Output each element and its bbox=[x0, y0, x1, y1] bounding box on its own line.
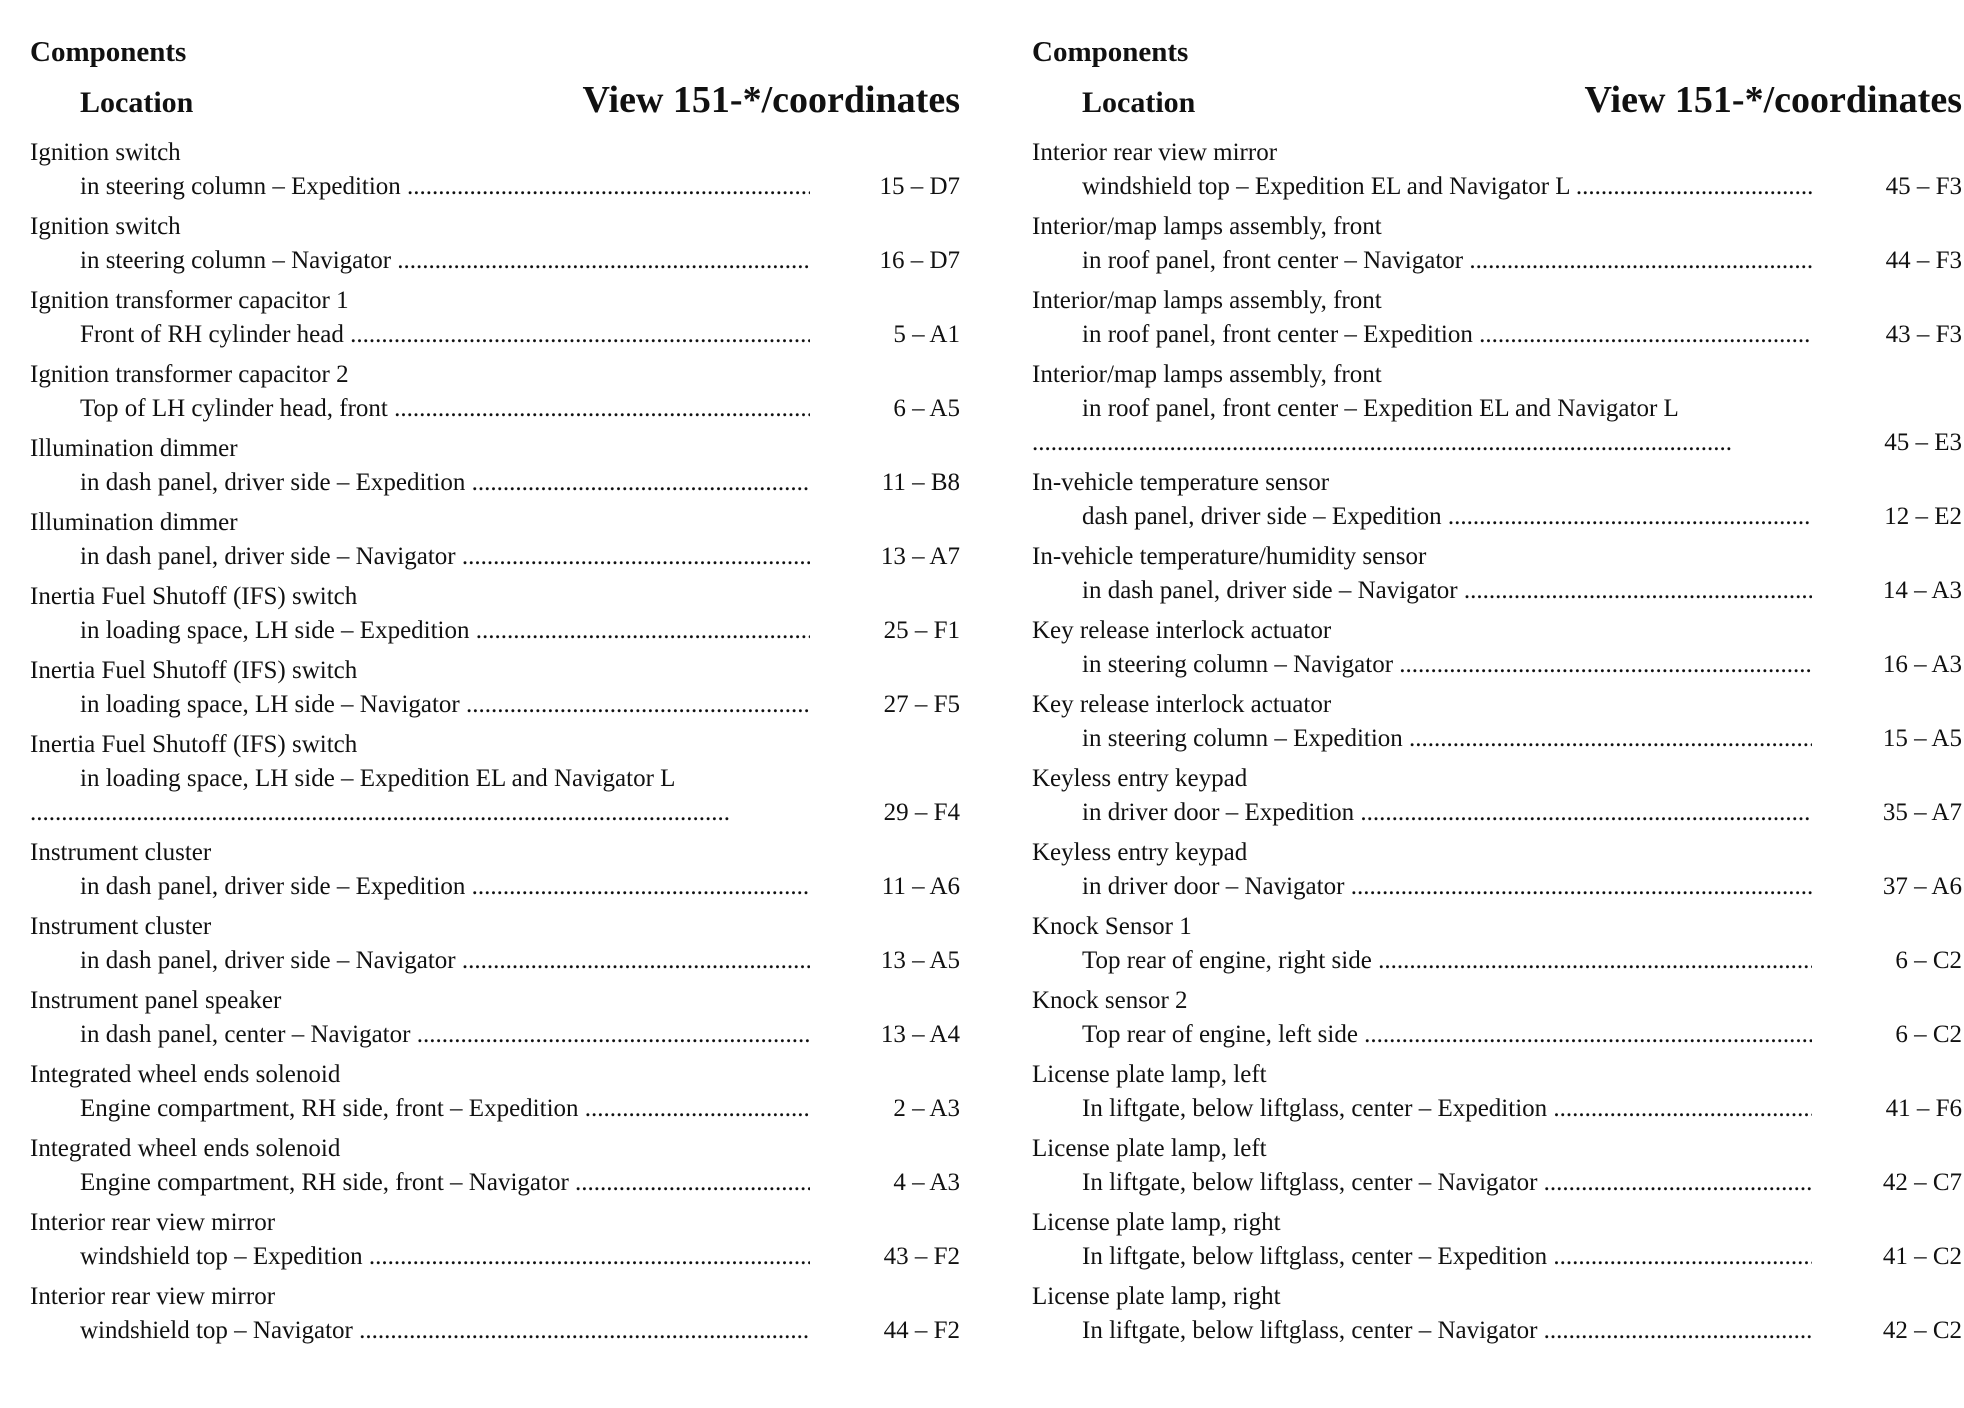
view-coordinate: 6 – C2 bbox=[1895, 947, 1962, 974]
list-item bbox=[1032, 1206, 1962, 1274]
view-coordinate: 14 – A3 bbox=[1882, 577, 1962, 604]
view-coordinate: 13 – A5 bbox=[880, 947, 960, 974]
location-description: windshield top – Expedition ..... bbox=[80, 1240, 810, 1274]
left-header-row bbox=[30, 79, 960, 126]
location-description: windshield top – Expedition EL and Navigator L ..... bbox=[1082, 170, 1812, 204]
leader-dots bbox=[1032, 426, 1732, 460]
left-column bbox=[30, 36, 960, 1354]
component-name: Keyless entry keypad bbox=[1032, 765, 1248, 792]
list-item bbox=[1032, 466, 1962, 534]
component-name: License plate lamp, left bbox=[1032, 1061, 1267, 1088]
location-line bbox=[1032, 1018, 1962, 1052]
component-name: Interior/map lamps assembly, front bbox=[1032, 213, 1382, 240]
component-name: License plate lamp, right bbox=[1032, 1283, 1281, 1310]
component-name: Ignition transformer capacitor 1 bbox=[30, 287, 349, 314]
location-line bbox=[1032, 1166, 1962, 1200]
view-coordinate: 15 – A5 bbox=[1882, 725, 1962, 752]
location-line bbox=[1032, 870, 1962, 904]
list-item bbox=[1032, 762, 1962, 830]
list-item bbox=[1032, 614, 1962, 682]
view-coordinate: 43 – F2 bbox=[883, 1243, 960, 1270]
component-name: Ignition transformer capacitor 2 bbox=[30, 361, 349, 388]
view-coordinate: 11 – B8 bbox=[881, 469, 960, 496]
location-line bbox=[30, 1092, 960, 1126]
location-line bbox=[30, 170, 960, 204]
view-coordinate: 16 – D7 bbox=[879, 247, 960, 274]
view-coordinate: 4 – A3 bbox=[893, 1169, 960, 1196]
location-line bbox=[30, 762, 960, 796]
component-name: Integrated wheel ends solenoid bbox=[30, 1135, 341, 1162]
left-components-heading: Components bbox=[30, 36, 187, 68]
left-entries-list bbox=[30, 136, 960, 1348]
view-coordinate: 11 – A6 bbox=[881, 873, 960, 900]
list-item bbox=[1032, 984, 1962, 1052]
component-name: License plate lamp, left bbox=[1032, 1135, 1267, 1162]
location-line bbox=[30, 870, 960, 904]
view-coordinate: 5 – A1 bbox=[893, 321, 960, 348]
location-line bbox=[1032, 574, 1962, 608]
list-item bbox=[30, 580, 960, 648]
component-name: Keyless entry keypad bbox=[1032, 839, 1248, 866]
list-item bbox=[30, 210, 960, 278]
component-name: Knock sensor 2 bbox=[1032, 987, 1188, 1014]
component-name: Interior/map lamps assembly, front bbox=[1032, 361, 1382, 388]
list-item bbox=[1032, 540, 1962, 608]
location-line bbox=[30, 614, 960, 648]
location-description: In liftgate, below liftglass, center – Navigator ..... bbox=[1082, 1166, 1812, 1200]
location-line bbox=[30, 1314, 960, 1348]
list-item bbox=[1032, 910, 1962, 978]
list-item bbox=[30, 506, 960, 574]
view-coordinate: 41 – C2 bbox=[1882, 1243, 1962, 1270]
location-description: Engine compartment, RH side, front – Expedition ..... bbox=[80, 1092, 810, 1126]
location-description: Top rear of engine, left side ..... bbox=[1082, 1018, 1812, 1052]
component-name: Ignition switch bbox=[30, 139, 181, 166]
view-coordinate: 13 – A7 bbox=[880, 543, 960, 570]
view-coordinate: 41 – F6 bbox=[1885, 1095, 1962, 1122]
location-description: Engine compartment, RH side, front – Navigator ..... bbox=[80, 1166, 810, 1200]
location-description: In liftgate, below liftglass, center – Navigator ..... bbox=[1082, 1314, 1812, 1348]
component-name: Inertia Fuel Shutoff (IFS) switch bbox=[30, 657, 358, 684]
list-item bbox=[1032, 688, 1962, 756]
location-line bbox=[1032, 1240, 1962, 1274]
location-description: dash panel, driver side – Expedition ..... bbox=[1082, 500, 1812, 534]
right-header-row bbox=[1032, 79, 1962, 126]
list-item bbox=[30, 1058, 960, 1126]
location-description: in dash panel, driver side – Expedition ..... bbox=[80, 870, 810, 904]
location-line bbox=[1032, 648, 1962, 682]
list-item bbox=[30, 432, 960, 500]
component-name: Integrated wheel ends solenoid bbox=[30, 1061, 341, 1088]
location-description: in loading space, LH side – Expedition EL and Navigator L bbox=[80, 765, 676, 792]
right-column bbox=[1032, 36, 1962, 1354]
component-name: Illumination dimmer bbox=[30, 509, 238, 536]
location-description: Top of LH cylinder head, front ..... bbox=[80, 392, 810, 426]
component-name: Knock Sensor 1 bbox=[1032, 913, 1192, 940]
view-coordinate: 45 – E3 bbox=[1884, 429, 1962, 456]
list-item bbox=[30, 728, 960, 830]
list-item bbox=[30, 1280, 960, 1348]
list-item bbox=[30, 910, 960, 978]
component-name: In-vehicle temperature sensor bbox=[1032, 469, 1330, 496]
list-item bbox=[30, 654, 960, 722]
component-name: Key release interlock actuator bbox=[1032, 691, 1332, 718]
location-description: in dash panel, driver side – Navigator ..... bbox=[80, 944, 810, 978]
location-description: in roof panel, front center – Expedition EL and Navigator L bbox=[1082, 395, 1679, 422]
list-item bbox=[30, 136, 960, 204]
component-name: Key release interlock actuator bbox=[1032, 617, 1332, 644]
location-description: in dash panel, center – Navigator ..... bbox=[80, 1018, 810, 1052]
location-line bbox=[1032, 722, 1962, 756]
location-line bbox=[30, 244, 960, 278]
location-description: in driver door – Navigator ..... bbox=[1082, 870, 1812, 904]
component-name: Instrument cluster bbox=[30, 839, 212, 866]
location-line bbox=[1032, 796, 1962, 830]
component-name: Inertia Fuel Shutoff (IFS) switch bbox=[30, 731, 358, 758]
list-item bbox=[1032, 1132, 1962, 1200]
location-line bbox=[1032, 170, 1962, 204]
leader-dots-line bbox=[30, 796, 960, 830]
location-line bbox=[1032, 392, 1962, 426]
list-item bbox=[30, 1132, 960, 1200]
location-description: in steering column – Navigator ..... bbox=[1082, 648, 1812, 682]
location-description: in dash panel, driver side – Navigator ..... bbox=[1082, 574, 1812, 608]
view-coordinate: 25 – F1 bbox=[883, 617, 960, 644]
right-view-label: View 151-*/coordinates bbox=[1584, 79, 1962, 121]
component-name: Interior rear view mirror bbox=[30, 1283, 276, 1310]
location-line bbox=[1032, 318, 1962, 352]
location-description: in steering column – Navigator ..... bbox=[80, 244, 810, 278]
view-coordinate: 42 – C7 bbox=[1882, 1169, 1962, 1196]
view-coordinate: 42 – C2 bbox=[1882, 1317, 1962, 1344]
left-location-label: Location bbox=[80, 86, 194, 119]
location-line bbox=[1032, 500, 1962, 534]
view-coordinate: 13 – A4 bbox=[880, 1021, 960, 1048]
location-description: in roof panel, front center – Expedition ..... bbox=[1082, 318, 1812, 352]
view-coordinate: 27 – F5 bbox=[883, 691, 960, 718]
location-description: in dash panel, driver side – Navigator ..... bbox=[80, 540, 810, 574]
location-description: Front of RH cylinder head ..... bbox=[80, 318, 810, 352]
right-components-heading: Components bbox=[1032, 36, 1189, 68]
location-description: in roof panel, front center – Navigator ..... bbox=[1082, 244, 1812, 278]
list-item bbox=[1032, 358, 1962, 460]
location-line bbox=[1032, 944, 1962, 978]
location-description: in loading space, LH side – Expedition ..... bbox=[80, 614, 810, 648]
list-item bbox=[30, 836, 960, 904]
view-coordinate: 43 – F3 bbox=[1885, 321, 1962, 348]
view-coordinate: 12 – E2 bbox=[1884, 503, 1962, 530]
view-coordinate: 35 – A7 bbox=[1882, 799, 1962, 826]
location-line bbox=[30, 944, 960, 978]
location-line bbox=[30, 1240, 960, 1274]
location-description: In liftgate, below liftglass, center – Expedition ..... bbox=[1082, 1240, 1812, 1274]
component-name: In-vehicle temperature/humidity sensor bbox=[1032, 543, 1427, 570]
location-description: In liftgate, below liftglass, center – Expedition ..... bbox=[1082, 1092, 1812, 1126]
location-line bbox=[30, 392, 960, 426]
list-item bbox=[30, 1206, 960, 1274]
location-line bbox=[1032, 1092, 1962, 1126]
left-view-label: View 151-*/coordinates bbox=[582, 79, 960, 121]
list-item bbox=[1032, 1280, 1962, 1348]
location-line bbox=[30, 1018, 960, 1052]
location-description: in dash panel, driver side – Expedition ..... bbox=[80, 466, 810, 500]
right-location-label: Location bbox=[1082, 86, 1196, 119]
location-line bbox=[1032, 1314, 1962, 1348]
view-coordinate: 2 – A3 bbox=[893, 1095, 960, 1122]
view-coordinate: 29 – F4 bbox=[883, 799, 960, 826]
location-line bbox=[30, 1166, 960, 1200]
location-line bbox=[30, 318, 960, 352]
component-name: Inertia Fuel Shutoff (IFS) switch bbox=[30, 583, 358, 610]
view-coordinate: 37 – A6 bbox=[1882, 873, 1962, 900]
component-name: Instrument panel speaker bbox=[30, 987, 282, 1014]
list-item bbox=[30, 284, 960, 352]
location-line bbox=[1032, 244, 1962, 278]
component-name: Ignition switch bbox=[30, 213, 181, 240]
right-entries-list bbox=[1032, 136, 1962, 1348]
view-coordinate: 45 – F3 bbox=[1885, 173, 1962, 200]
list-item bbox=[30, 984, 960, 1052]
location-description: windshield top – Navigator ..... bbox=[80, 1314, 810, 1348]
location-description: in loading space, LH side – Navigator ..... bbox=[80, 688, 810, 722]
location-description: in steering column – Expedition ..... bbox=[80, 170, 810, 204]
list-item bbox=[30, 358, 960, 426]
location-line bbox=[30, 688, 960, 722]
view-coordinate: 15 – D7 bbox=[879, 173, 960, 200]
location-description: Top rear of engine, right side ..... bbox=[1082, 944, 1812, 978]
component-name: Interior rear view mirror bbox=[30, 1209, 276, 1236]
list-item bbox=[1032, 1058, 1962, 1126]
view-coordinate: 44 – F2 bbox=[883, 1317, 960, 1344]
list-item bbox=[1032, 284, 1962, 352]
list-item bbox=[1032, 836, 1962, 904]
component-name: License plate lamp, right bbox=[1032, 1209, 1281, 1236]
component-name: Interior rear view mirror bbox=[1032, 139, 1278, 166]
location-description: in steering column – Expedition ..... bbox=[1082, 722, 1812, 756]
view-coordinate: 6 – A5 bbox=[893, 395, 960, 422]
location-line bbox=[30, 466, 960, 500]
leader-dots-line bbox=[1032, 426, 1962, 460]
location-line bbox=[30, 540, 960, 574]
component-name: Interior/map lamps assembly, front bbox=[1032, 287, 1382, 314]
location-description: in driver door – Expedition ..... bbox=[1082, 796, 1812, 830]
view-coordinate: 6 – C2 bbox=[1895, 1021, 1962, 1048]
component-name: Instrument cluster bbox=[30, 913, 212, 940]
list-item bbox=[1032, 210, 1962, 278]
view-coordinate: 44 – F3 bbox=[1885, 247, 1962, 274]
leader-dots bbox=[30, 796, 730, 830]
component-name: Illumination dimmer bbox=[30, 435, 238, 462]
view-coordinate: 16 – A3 bbox=[1882, 651, 1962, 678]
list-item bbox=[1032, 136, 1962, 204]
